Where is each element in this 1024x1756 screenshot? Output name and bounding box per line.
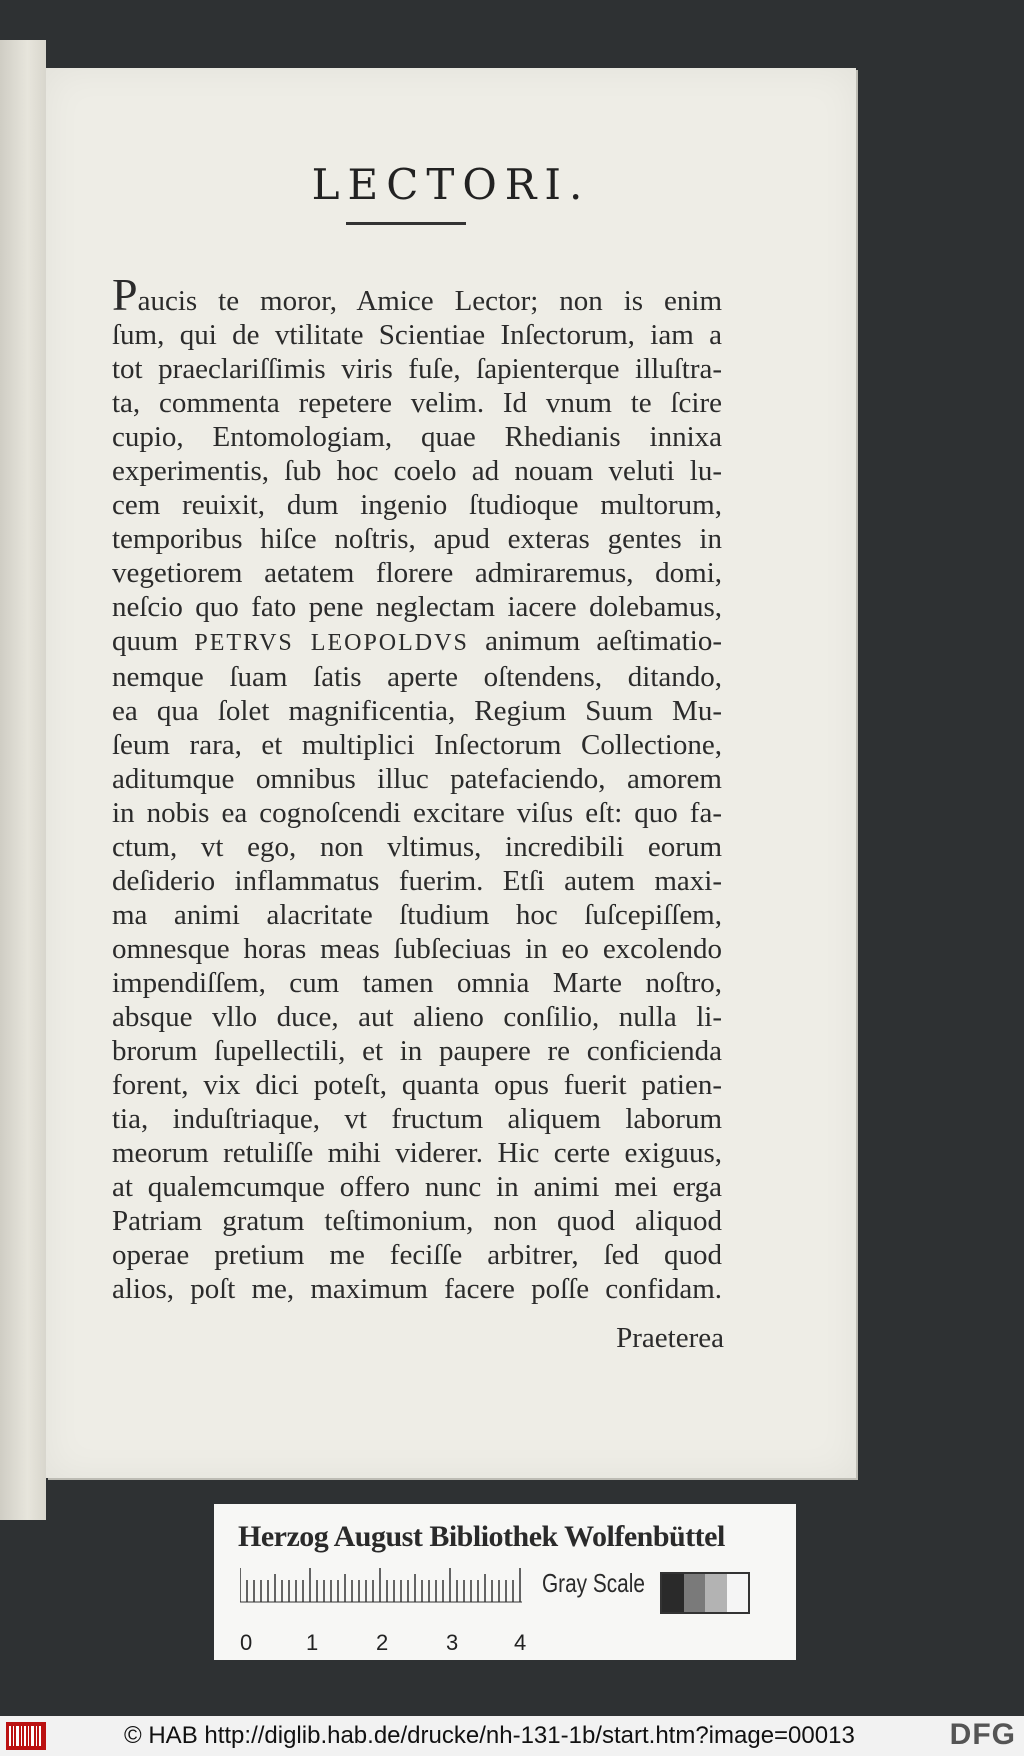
text-line: in nobis ea cognoſcendi excitare viſus eſt: quo fa- xyxy=(112,797,722,829)
text-line: absque vllo duce, aut alieno conſilio, nulla li- xyxy=(112,1001,722,1033)
book-page xyxy=(46,68,856,1478)
text-line: experimentis, ſub hoc coelo ad nouam veluti lu- xyxy=(112,455,722,487)
scale-number: 2 xyxy=(376,1630,389,1655)
text-line: operae pretium me feciſſe arbitrer, ſed quod xyxy=(112,1239,722,1271)
scale-number: 1 xyxy=(306,1630,319,1655)
text-line: aditumque omnibus illuc patefaciendo, amorem xyxy=(112,763,722,795)
gray-swatch-cell xyxy=(705,1574,727,1612)
text-line: ea qua ſolet magnificentia, Regium Suum Mu- xyxy=(112,695,722,727)
text-line: cem reuixit, dum ingenio ſtudioque multorum, xyxy=(112,489,722,521)
gray-swatch-cell xyxy=(684,1574,706,1612)
text-line: ſeum rara, et multiplici Inſectorum Collectione, xyxy=(112,729,722,761)
dfg-logo: DFG xyxy=(949,1718,1016,1751)
adjacent-page-edge xyxy=(0,40,46,1520)
text-line: ma animi alacritate ſtudium hoc ſuſcepiſſem, xyxy=(112,899,722,931)
text-line: omnesque horas meas ſubſeciuas in eo excolendo xyxy=(112,933,722,965)
gray-scale-label: Gray Scale xyxy=(542,1568,645,1598)
text-line: temporibus hiſce noſtris, apud exteras gentes in xyxy=(112,523,722,555)
library-scale-card xyxy=(214,1504,796,1660)
text-line: at qualemcumque offero nunc in animi mei erga xyxy=(112,1171,722,1203)
text-line: tia, induſtriaque, vt fructum aliquem laborum xyxy=(112,1103,722,1135)
text-line: forent, vix dici poteſt, quanta opus fuerit patien- xyxy=(112,1069,722,1101)
text-line: nemque ſuam ſatis aperte oſtendens, ditando, xyxy=(112,661,722,693)
text-line: alios, poſt me, maximum facere poſſe confidam. xyxy=(112,1273,722,1305)
text-line: ctum, vt ego, non vltimus, incredibili eorum xyxy=(112,831,722,863)
catchword: Praeterea xyxy=(616,1322,724,1354)
text-line: neſcio quo fato pene neglectam iacere dolebamus, xyxy=(112,591,722,623)
scale-number: 4 xyxy=(514,1630,527,1655)
text-line: vegetiorem aetatem florere admiraremus, domi, xyxy=(112,557,722,589)
text-line: meorum retuliſſe mihi viderer. Hic certe exiguus, xyxy=(112,1137,722,1169)
title-ornament-rule xyxy=(346,222,466,225)
footer-credit-link[interactable]: © HAB http://diglib.hab.de/drucke/nh-131-1b/start.htm?image=00013 xyxy=(124,1722,855,1749)
text-line: cupio, Entomologiam, quae Rhedianis innixa xyxy=(112,421,722,453)
footer-bar xyxy=(0,1716,1024,1756)
gray-swatch-cell xyxy=(662,1574,684,1612)
text-line: deſiderio inflammatus fuerim. Etſi autem maxi- xyxy=(112,865,722,897)
text-line: tot praeclariſſimis viris fuſe, ſapienterque illuſtra- xyxy=(112,353,722,385)
page-title: LECTORI. xyxy=(311,160,591,209)
library-name: Herzog August Bibliothek Wolfenbüttel xyxy=(238,1520,725,1553)
scale-number: 0 xyxy=(240,1630,253,1655)
text-line: ſum, qui de vtilitate Scientiae Inſectorum, iam a xyxy=(112,319,722,351)
gray-swatch-cell xyxy=(727,1574,749,1612)
name-smallcaps: PETRVS LEOPOLDVS xyxy=(194,630,469,656)
text-line: brorum ſupellectili, et in paupere re conficienda xyxy=(112,1035,722,1067)
dropcap: P xyxy=(112,269,138,320)
text-line: quum PETRVS LEOPOLDVS animum aeſtimatio- xyxy=(112,625,723,657)
text-line: Paucis te moror, Amice Lector; non is enim xyxy=(112,269,722,320)
gray-scale-swatch xyxy=(660,1572,750,1614)
text-line: ta, commenta repetere velim. Id vnum te ſcire xyxy=(112,387,722,419)
text-line: impendiſſem, cum tamen omnia Marte noſtro, xyxy=(112,967,722,999)
barcode-icon xyxy=(6,1722,46,1750)
body-text xyxy=(112,269,723,1306)
scale-number: 3 xyxy=(446,1630,459,1655)
text-line: Patriam gratum teſtimonium, non quod aliquod xyxy=(112,1205,722,1237)
